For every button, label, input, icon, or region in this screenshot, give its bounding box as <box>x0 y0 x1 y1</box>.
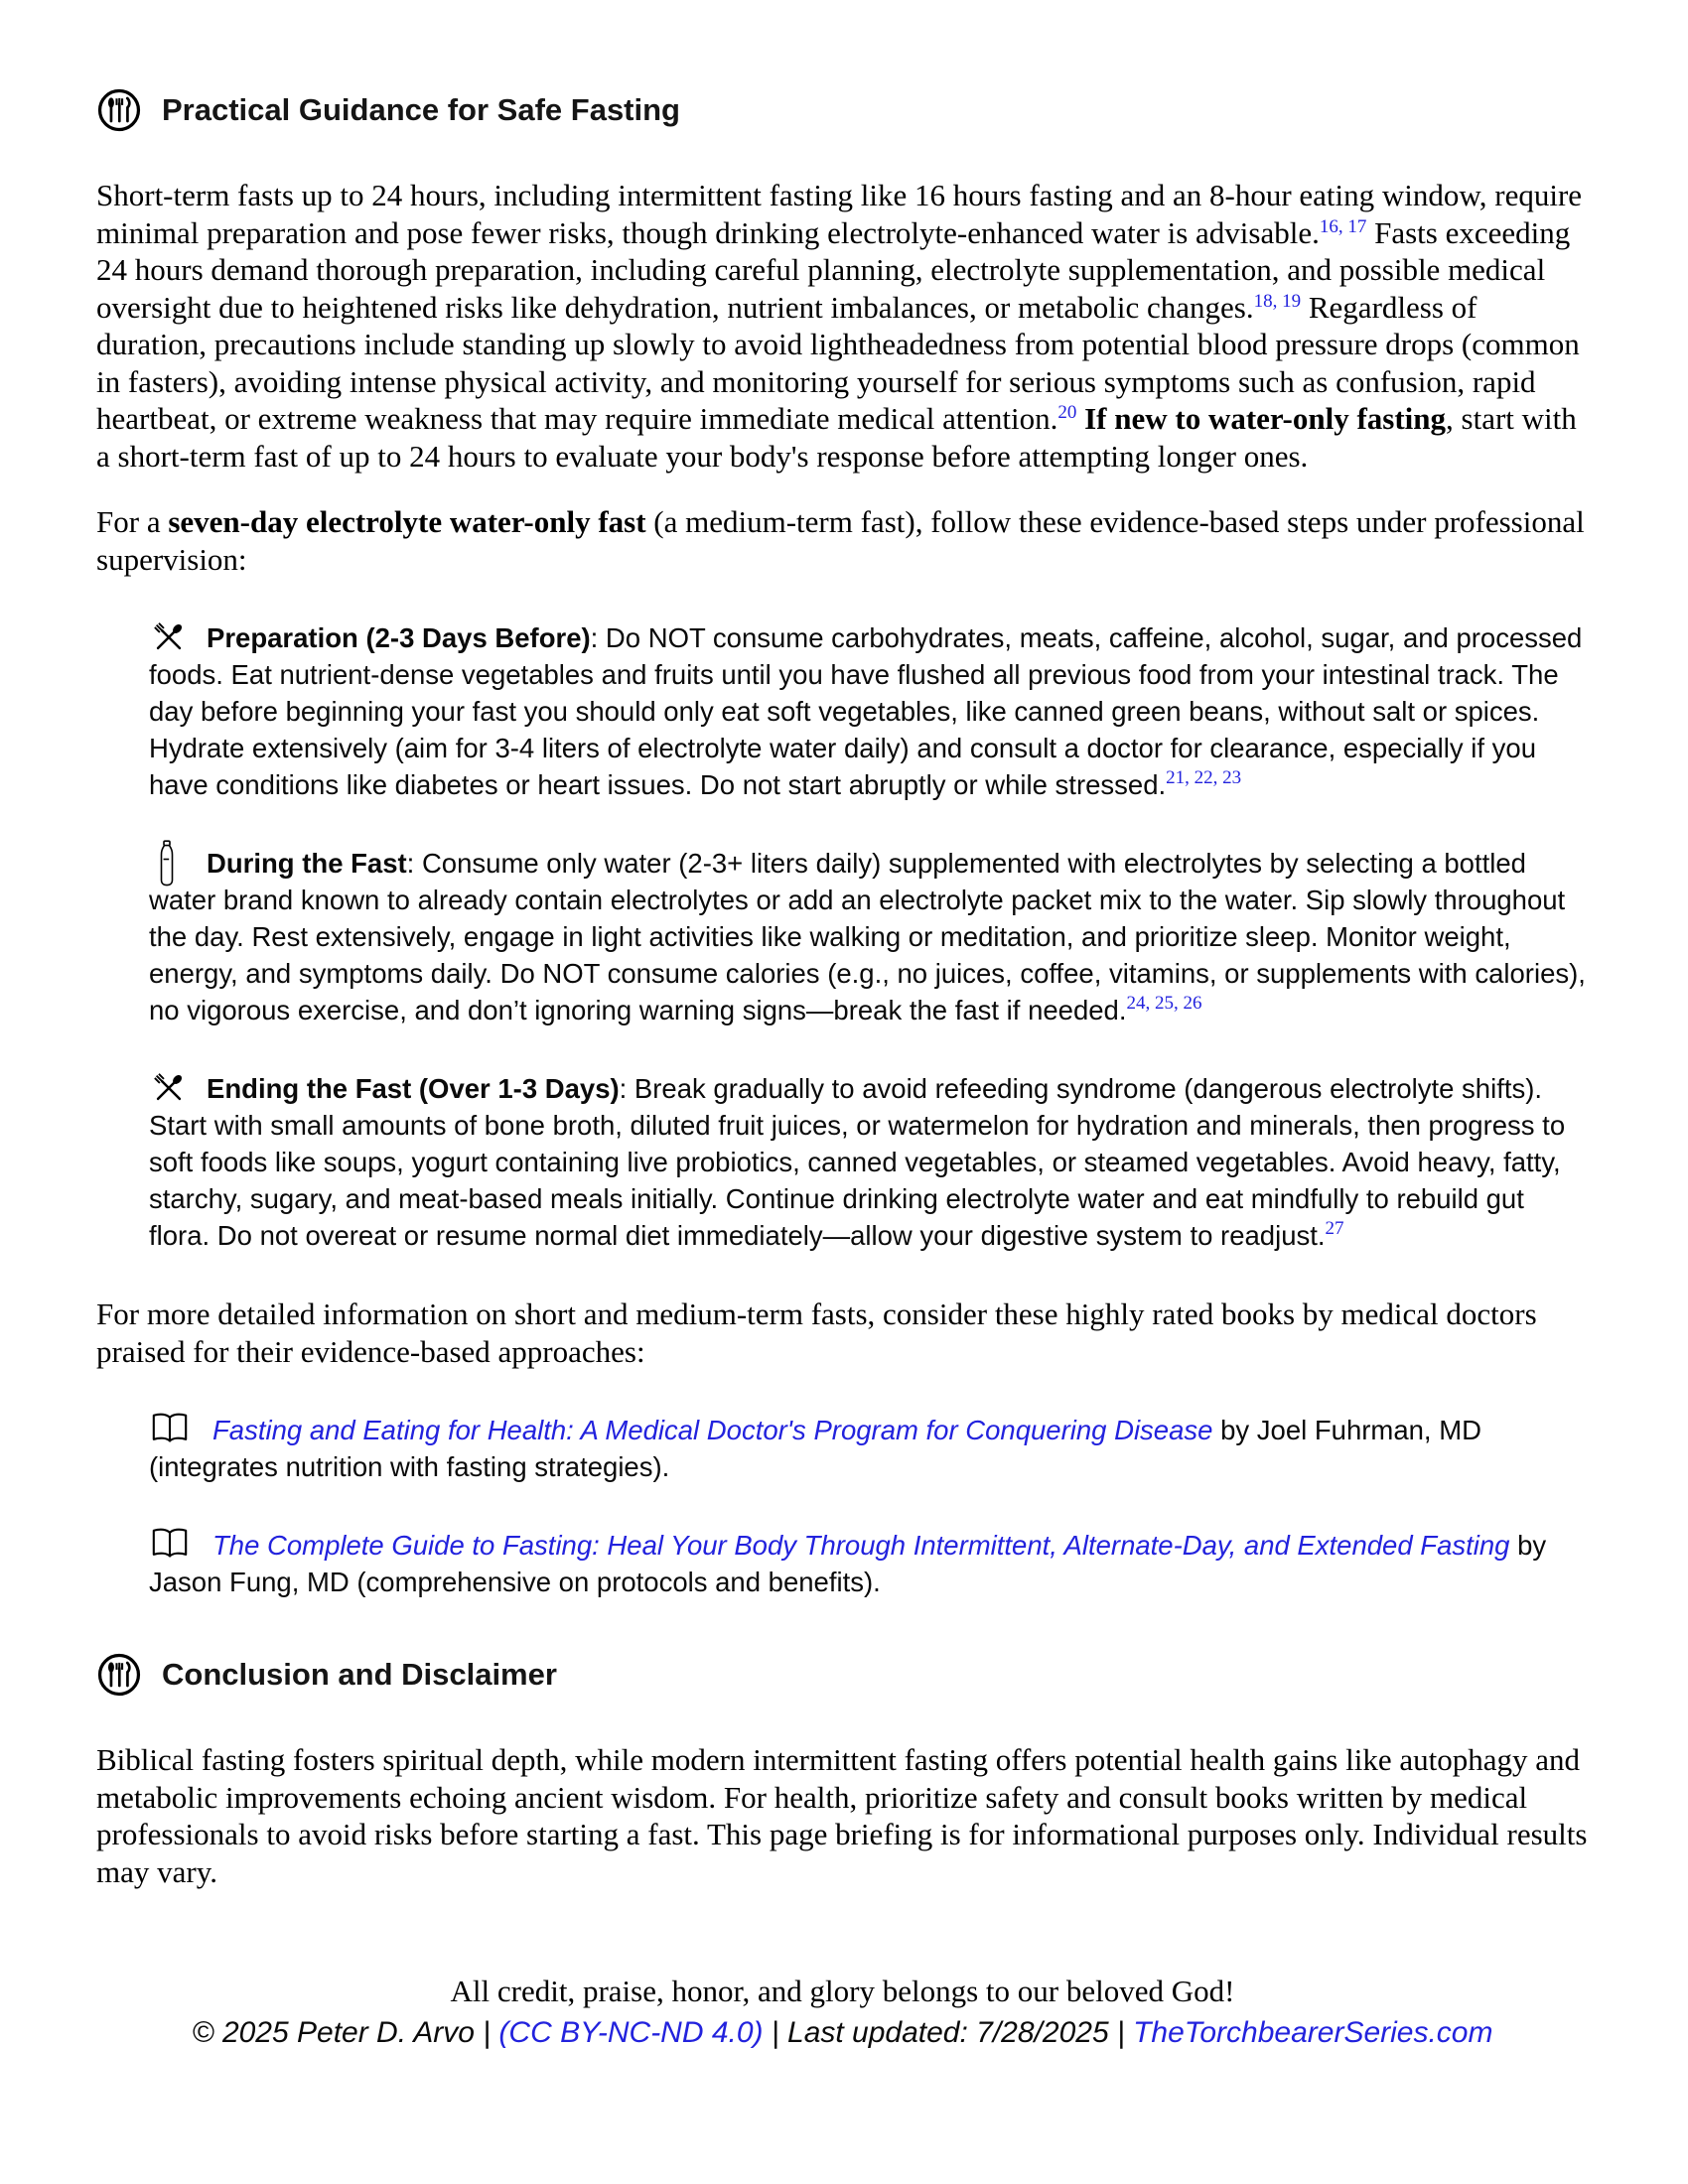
text-run: Regardless of duration, precautions include standing up slowly to avoid lightheadedness from potential blood pressure drops (common in fasters), avoiding intense physical activity, and monitoring yourself for serious symptoms such as confusion, rapid heartbeat, or extreme weakness that may require immediate medical attention. <box>96 289 1580 436</box>
book-item-fuhrman <box>149 1412 1589 1485</box>
text-run: If new to water-only fasting <box>1084 401 1447 436</box>
text-run: : Do NOT consume carbohydrates, meats, caffeine, alcohol, sugar, and processed foods. Eat nutrient-dense vegetables and fruits until you have flushed all previous food from your intestinal track. The day before beginning your fast you should only eat soft vegetables, like canned green beans, without salt or spices. Hydrate extensively (aim for 3-4 liters of electrolyte water daily) and consult a doctor for clearance, especially if you have conditions like diabetes or heart issues. Do not start abruptly or while stressed. <box>149 622 1583 800</box>
step-during-fast <box>149 845 1589 1028</box>
book-text <box>149 1530 1546 1597</box>
books-intro-paragraph: For more detailed information on short and medium-term fasts, consider these highly rated books by medical doctors praised for their evidence-based approaches: <box>96 1297 1537 1369</box>
heading-title: Practical Guidance for Safe Fasting <box>162 92 680 127</box>
text-run: Fasts exceeding 24 hours demand thorough preparation, including careful planning, electrolyte supplementation, and possible medical oversight due to heightened risks like dehydration, nutrient imbalances, or metabolic changes. <box>96 214 1571 325</box>
step-text <box>149 622 1582 800</box>
book-link-fung[interactable]: The Complete Guide to Fasting: Heal Your Body Through Intermittent, Alternate-Day, and Extended Fasting <box>212 1530 1510 1561</box>
step-text <box>149 1073 1565 1251</box>
text-run: (a medium-term fast), follow these evidence-based steps under professional supervision: <box>96 504 1585 577</box>
step-ending-fast <box>149 1070 1589 1254</box>
citation-27[interactable]: 27 <box>1325 1218 1344 1239</box>
open-book-icon <box>149 1410 191 1445</box>
restaurant-icon <box>96 87 142 133</box>
book-text <box>149 1415 1481 1482</box>
text-run: : Break gradually to avoid refeeding syndrome (dangerous electrolyte shifts). Start with small amounts of bone broth, diluted fruit juices, or watermelon for hydration and minerals, then progress to soft foods like soups, yogurt containing live probiotics, canned vegetables, or steamed vegetables. Avoid heavy, fatty, starchy, sugary, and meat-based meals initially. Continue drinking electrolyte water and eat mindfully to rebuild gut flora. Do not overeat or resume normal diet immediately—allow your digestive system to readjust. <box>149 1073 1566 1251</box>
intro-paragraph <box>96 177 1589 475</box>
text-run: | Last updated: 7/28/2025 | <box>763 2016 1134 2049</box>
page-footer <box>96 1972 1589 2055</box>
section-heading-conclusion <box>96 1652 1589 1698</box>
torchbearer-link[interactable]: TheTorchbearerSeries.com <box>1133 2016 1493 2049</box>
text-run: seven-day electrolyte water-only fast <box>168 504 646 539</box>
text-run: by Jason Fung, MD (comprehensive on protocols and benefits). <box>149 1530 1547 1597</box>
step-preparation <box>149 619 1589 803</box>
citation-21-22-23[interactable]: 21, 22, 23 <box>1166 767 1242 788</box>
credit-line: All credit, praise, honor, and glory belongs to our beloved God! <box>450 1974 1235 2008</box>
step-text <box>149 848 1586 1025</box>
text-run: : Consume only water (2-3+ liters daily) supplemented with electrolytes by selecting a bottled water brand known to already contain electrolytes or add an electrolyte packet mix to the water. Sip slowly throughout the day. Rest extensively, engage in light activities like walking or meditation, and prioritize sleep. Monitor weight, energy, and symptoms daily. Do NOT consume calories (e.g., no juices, coffee, vitamins, or supplements with calories), no vigorous exercise, and don’t ignoring warning signs—break the fast if needed. <box>149 848 1586 1025</box>
text-run: Preparation (2-3 Days Before) <box>207 622 591 653</box>
heading-title: Conclusion and Disclaimer <box>162 1657 557 1692</box>
text-run <box>1076 401 1084 436</box>
text-run: © 2025 Peter D. Arvo | <box>192 2016 499 2049</box>
book-link-fuhrman[interactable]: Fasting and Eating for Health: A Medical Doctor's Program for Conquering Disease <box>212 1415 1213 1445</box>
citation-24-25-26[interactable]: 24, 25, 26 <box>1126 993 1202 1014</box>
text-run: During the Fast <box>207 848 407 879</box>
text-run: Short-term fasts up to 24 hours, including intermittent fasting like 16 hours fasting and an 8-hour eating window, require minimal preparation and pose fewer risks, though drinking electrolyte-enhanced water is advisable. <box>96 178 1583 250</box>
restaurant-icon <box>96 1652 142 1698</box>
text-run: by Joel Fuhrman, MD (integrates nutrition with fasting strategies). <box>149 1415 1481 1482</box>
cc-license-link[interactable]: (CC BY-NC-ND 4.0) <box>498 2016 764 2049</box>
water-bottle-icon <box>155 840 179 887</box>
seven-day-fast-paragraph <box>96 503 1589 578</box>
text-run: Ending the Fast (Over 1-3 Days) <box>207 1073 620 1104</box>
citation-20[interactable]: 20 <box>1057 402 1077 423</box>
crossed-utensils-icon <box>149 617 189 657</box>
conclusion-paragraph: Biblical fasting fosters spiritual depth, while modern intermittent fasting offers potential health gains like autophagy and metabolic improvements echoing ancient wisdom. For health, prioritize safety and consult books written by medical professionals to avoid risks before starting a fast. This page briefing is for informational purposes only. Individual results may vary. <box>96 1742 1588 1889</box>
section-heading-practical-guidance <box>96 87 1589 133</box>
text-run: For a <box>96 504 169 539</box>
copyright-line <box>96 2011 1589 2055</box>
citation-18-19[interactable]: 18, 19 <box>1253 290 1302 312</box>
text-run: , start with a short-term fast of up to 24 hours to evaluate your body's response before attempting longer ones. <box>96 401 1577 474</box>
crossed-utensils-icon <box>149 1068 189 1108</box>
citation-16-17[interactable]: 16, 17 <box>1319 215 1367 237</box>
book-item-fung <box>149 1527 1589 1600</box>
open-book-icon <box>149 1525 191 1561</box>
